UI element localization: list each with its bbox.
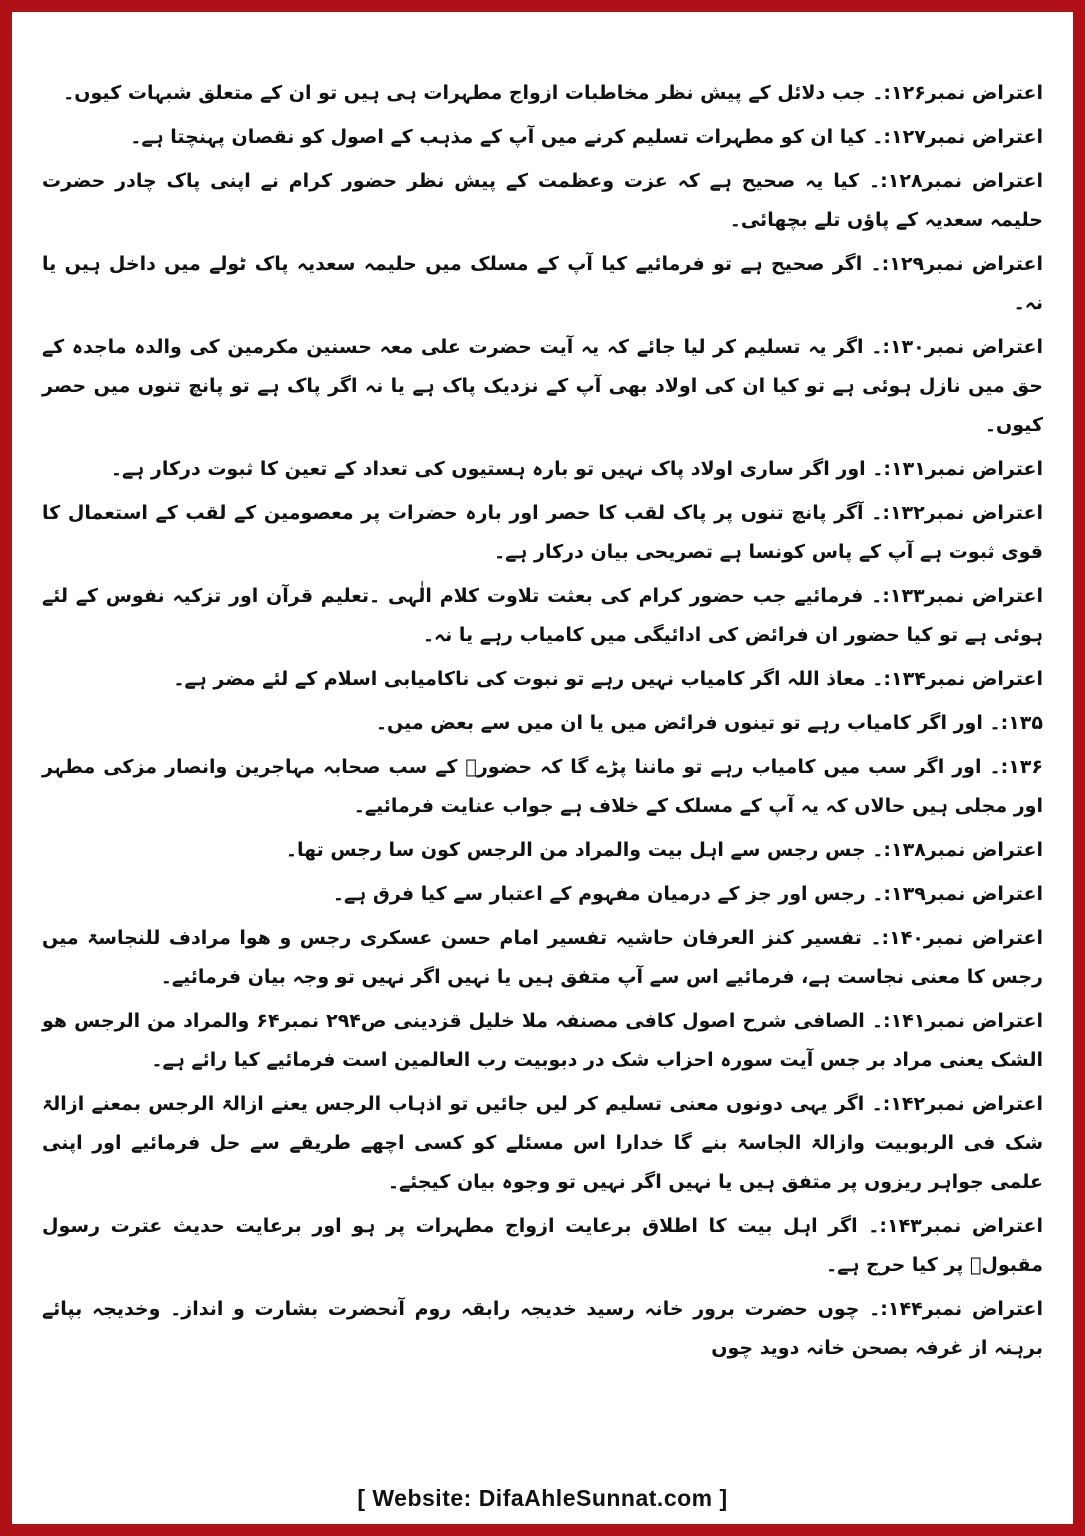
objection-132: اعتراض نمبر۱۳۲:۔ آگر پانچ تنوں پر پاک لقب کا حصر اور بارہ حضرات پر معصومین کے لقب کے استعمال کا قوی ثبوت ہے آپ کے پاس کونسا ہے تصریحی بیان درکار ہے۔ bbox=[42, 502, 1044, 563]
objection-126: اعتراض نمبر۱۲۶:۔ جب دلائل کے پیش نظر مخاطبات ازواج مطہرات ہی ہیں تو ان کے متعلق شبہات کیوں۔ bbox=[63, 82, 1043, 104]
document-body bbox=[42, 74, 1043, 1373]
objection-131: اعتراض نمبر۱۳۱:۔ اور اگر ساری اولاد پاک نہیں تو بارہ ہستیوں کی تعداد کے تعین کا ثبوت درکار ہے۔ bbox=[110, 458, 1043, 480]
objection-130: اعتراض نمبر۱۳۰:۔ اگر یہ تسلیم کر لیا جائے کہ یہ آیت حضرت علی معہ حسنین مکرمین کی والدہ ماجدہ کے حق میں نازل ہوئی ہے تو کیا ان کی اولاد بھی آپ کے نزدیک پاک ہے یا نہ اگر پاک ہے تو پانچ تنوں میں حصر کیوں۔ bbox=[42, 336, 1043, 436]
objection-138: اعتراض نمبر۱۳۸:۔ جس رجس سے اہل بیت والمراد من الرجس کون سا رجس تھا۔ bbox=[285, 839, 1043, 861]
objection-136: ۱۳۶:۔ اور اگر سب میں کامیاب رہے تو ماننا پڑے گا کہ حضورؐ کے سب صحابہ مہاجرین وانصار مزکی مطہر اور مجلی ہیں حالاں کہ یہ آپ کے مسلک کے خلاف ہے جواب عنایت فرمائیے۔ bbox=[42, 756, 1043, 817]
objection-139: اعتراض نمبر۱۳۹:۔ رجس اور جز کے درمیان مفہوم کے اعتبار سے کیا فرق ہے۔ bbox=[332, 883, 1043, 905]
objection-140: اعتراض نمبر۱۴۰:۔ تفسیر کنز العرفان حاشیہ تفسیر امام حسن عسکری رجس و ھوا مرادف للنجاسۃ میں رجس کا معنی نجاست ہے، فرمائیے اس سے آپ متفق ہیں یا نہیں اگر نہیں تو وجہ بیان فرمائیے۔ bbox=[42, 927, 1044, 988]
objection-141: اعتراض نمبر۱۴۱:۔ الصافی شرح اصول کافی مصنفہ ملا خلیل قزدینی ص۲۹۴ نمبر۶۴ والمراد من الرجس ھو الشک یعنی مراد بر جس آیت سورہ احزاب شک در دبوبیت رب العالمین است فرمائیے کیا رائے ہے۔ bbox=[42, 1010, 1044, 1071]
objection-142: اعتراض نمبر۱۴۲:۔ اگر یہی دونوں معنی تسلیم کر لیں جائیں تو اذہاب الرجس یعنے ازالۃ الرجس بمعنے ازالۃ شک فی الربوبیت وازالۃ الجاسۃ بنے گا خدارا اس مسئلے کو کسی اچھے طریقے سے حل فرمائیے اور اپنی علمی جواہر ریزوں پر متفق ہیں یا نہیں اگر نہیں تو وجوہ بیان کیجئے۔ bbox=[42, 1093, 1043, 1193]
objection-129: اعتراض نمبر۱۲۹:۔ اگر صحیح ہے تو فرمائیے کیا آپ کے مسلک میں حلیمہ سعدیہ پاک ٹولے میں داخل ہیں یا نہ۔ bbox=[42, 253, 1043, 314]
objection-128: اعتراض نمبر۱۲۸:۔ کیا یہ صحیح ہے کہ عزت وعظمت کے پیش نظر حضور کرام نے اپنی پاک چادر حضرت حلیمہ سعدیہ کے پاؤں تلے بچھائی۔ bbox=[42, 170, 1043, 231]
objection-144: اعتراض نمبر۱۴۴:۔ چوں حضرت برور خانہ رسید خدیجہ رابقہ روم آنحضرت بشارت و انداز۔ وخدیجہ بپائے برہنہ از غرفہ بصحن خانہ دوید چوں bbox=[42, 1298, 1044, 1359]
objection-133: اعتراض نمبر۱۳۳:۔ فرمائیے جب حضور کرام کی بعثت تلاوت کلام الٰہی ۔تعلیم قرآن اور تزکیہ نفوس کے لئے ہوئی ہے تو کیا حضور ان فرائض کی ادائیگی میں کامیاب رہے یا نہ۔ bbox=[42, 585, 1043, 646]
website-footer: [ Website: DifaAhleSunnat.com ] bbox=[357, 1485, 728, 1511]
objection-127: اعتراض نمبر۱۲۷:۔ کیا ان کو مطہرات تسلیم کرنے میں آپ کے مذہب کے اصول کو نقصان پہنچتا ہے۔ bbox=[130, 126, 1043, 148]
objection-134: اعتراض نمبر۱۳۴:۔ معاذ اللہ اگر کامیاب نہیں رہے تو نبوت کی ناکامیابی اسلام کے لئے مضر ہے۔ bbox=[173, 668, 1043, 690]
objection-135: ۱۳۵:۔ اور اگر کامیاب رہے تو تینوں فرائض میں یا ان میں سے بعض میں۔ bbox=[375, 712, 1043, 734]
objection-143: اعتراض نمبر۱۴۳:۔ اگر اہل بیت کا اطلاق برعایت ازواج مطہرات پر ہو اور برعایت حدیث عترت رسول مقبولؐ پر کیا حرج ہے۔ bbox=[42, 1215, 1043, 1276]
